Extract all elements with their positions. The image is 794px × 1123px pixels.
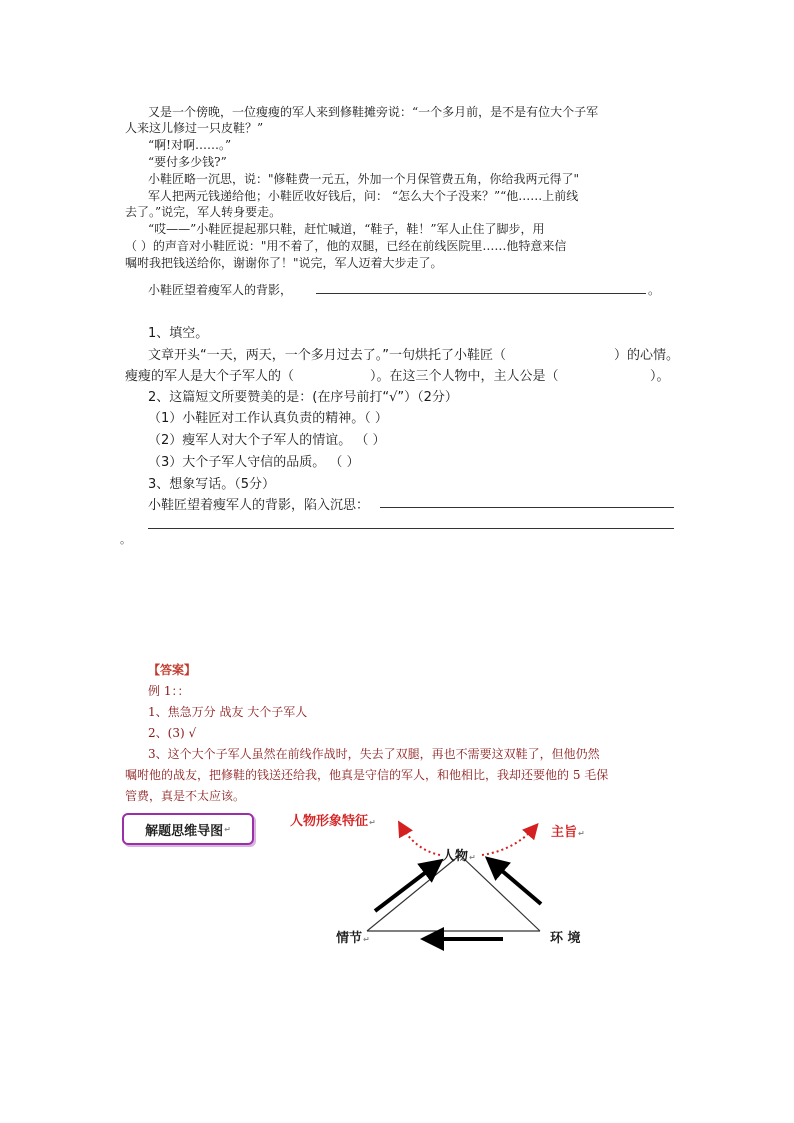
story-line: 嘱咐我把钱送给你，谢谢你了！"说完，军人迈着大步走了。 [125,256,443,270]
arrow-to-traits [400,824,440,855]
q1-line2-end: ）。 [650,369,670,384]
arrow-env-to-character [494,864,541,904]
story-line: “要付多少钱?” [148,155,227,169]
story-line: 军人把两元钱递给他；小鞋匠收好钱后，问： “怎么大个子没来？”“他……上前线 [148,189,579,203]
arrow-plot-to-character [375,866,434,911]
story-line: “啊!对啊……。” [148,138,232,152]
q1-line1-end: ）的心情。 [614,348,680,363]
q2-title: 2、这篇短文所要赞美的是：(在序号前打“√”）（2分） [148,390,458,405]
triangle-left-edge [367,855,460,931]
story-line: 又是一个傍晚，一位瘦瘦的军人来到修鞋摊旁说：“一个多月前，是不是有位大个子军 [148,105,599,119]
answer-2: 2、(3) √ [148,726,197,740]
story-line: 小鞋匠望着瘦军人的背影， [148,283,293,297]
q3-prompt: 小鞋匠望着瘦军人的背影，陷入沉思： [148,498,370,513]
q1-line2-text: 瘦瘦的军人是大个子军人的（ [125,369,295,384]
answer-heading: 【答案】 [148,663,197,677]
answer-3-line: 嘱咐他的战友，把修鞋的钱送还给我，他真是守信的军人，和他相比，我却还要他的 5 毛保 [125,768,609,782]
story-line: 小鞋匠略一沉思，说："修鞋费一元五，外加一个月保管费五角，你给我两元得了" [148,172,580,186]
q2-option[interactable]: （1）小鞋匠对工作认真负责的精神。（ ） [148,411,388,426]
q2-option[interactable]: （3）大个子军人守信的品质。 （ ） [148,455,360,470]
story-line: “哎——”小鞋匠提起那只鞋，赶忙喊道，“鞋子，鞋！”军人止住了脚步，用 [148,222,545,236]
q3-title: 3、想象写话。（5分） [148,477,276,492]
q2-option[interactable]: （2）瘦军人对大个子军人的情谊。 （ ） [148,433,386,448]
label-theme: 主旨↵ [551,825,585,840]
story-line: 人来这儿修过一只皮鞋？” [125,121,264,135]
label-environment: 环 境 [550,931,581,946]
paragraph-mark: ↵ [224,824,231,834]
answer-3-line: 3、这个大个子军人虽然在前线作战时，失去了双腿，再也不需要这双鞋了，但他仍然 [148,747,600,761]
q1-line2-mid: ）。在这三个人物中，主人公是（ [370,369,559,384]
label-character-traits: 人物形象特征↵ [290,814,376,829]
q1-line1-text: 文章开头“一天，两天，一个多月过去了。”一句烘托了小鞋匠（ [148,348,506,363]
arrow-to-theme [482,826,536,855]
story-end-mark: 。 [648,283,661,297]
q1-title: 1、填空。 [148,326,209,341]
story-line: （ ）的声音对小鞋匠说："用不着了，他的双腿，已经在前线医院里……他特意来信 [125,239,567,253]
mindmap-badge-label: 解题思维导图 [145,823,224,839]
label-plot: 情节↵ [336,931,370,946]
answer-example: 例 1：： [148,684,190,698]
q3-end-mark: 。 [120,533,131,546]
answer-3-line: 管费，真是不太应该。 [125,789,246,803]
story-line: 去了。”说完，军人转身要走。 [125,205,282,219]
answer-1: 1、焦急万分 战友 大个子军人 [148,705,308,719]
label-character: 人物↵ [442,849,476,864]
